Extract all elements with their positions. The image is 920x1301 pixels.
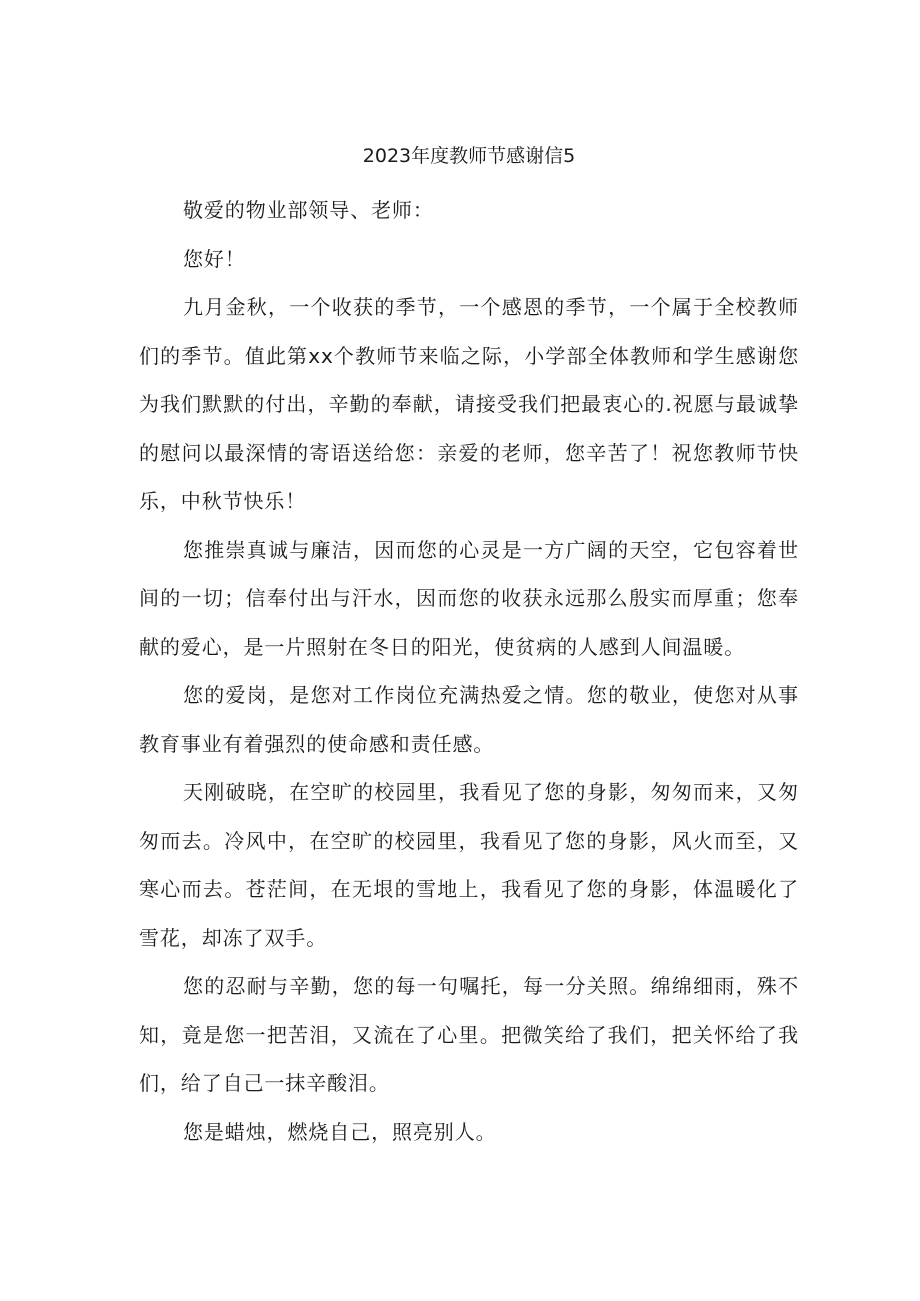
paragraph-3: 您的爱岗，是您对工作岗位充满热爱之情。您的敬业，使您对从事教育事业有着强烈的使命感和责任感。 [139, 683, 799, 756]
greeting: 您好！ [183, 246, 246, 271]
paragraph-6: 您是蜡烛，燃烧自己，照亮别人。 [183, 1119, 497, 1144]
letter-body [139, 186, 799, 1156]
paragraph-2: 您推崇真诚与廉洁，因而您的心灵是一方广阔的天空，它包容着世间的一切；信奉付出与汗水，因而您的收获永远那么殷实而厚重；您奉献的爱心，是一片照射在冬日的阳光，使贫病的人感到人间温暖。 [139, 537, 799, 659]
paragraph-5: 您的忍耐与辛勤，您的每一句嘱托，每一分关照。绵绵细雨，殊不知，竟是您一把苦泪，又流在了心里。把微笑给了我们，把关怀给了我们，给了自己一抹辛酸泪。 [139, 974, 799, 1095]
paragraph-4: 天刚破晓，在空旷的校园里，我看见了您的身影，匆匆而来，又匆匆而去。冷风中，在空旷的校园里，我看见了您的身影，风火而至，又寒心而去。苍茫间，在无垠的雪地上，我看见了您的身影，体温暖化了雪花，却冻了双手。 [139, 780, 799, 950]
document-title: 2023年度教师节感谢信5 [362, 145, 576, 167]
salutation: 敬爱的物业部领导、老师： [183, 198, 434, 222]
paragraph-1: 九月金秋，一个收获的季节，一个感恩的季节，一个属于全校教师们的季节。值此第xx个教师节来临之际，小学部全体教师和学生感谢您为我们默默的付出，辛勤的奉献，请接受我们把最衷心的.祝愿与最诚挚的慰问以最深情的寄语送给您：亲爱的老师，您辛苦了！祝您教师节快乐，中秋节快乐！ [139, 295, 799, 513]
